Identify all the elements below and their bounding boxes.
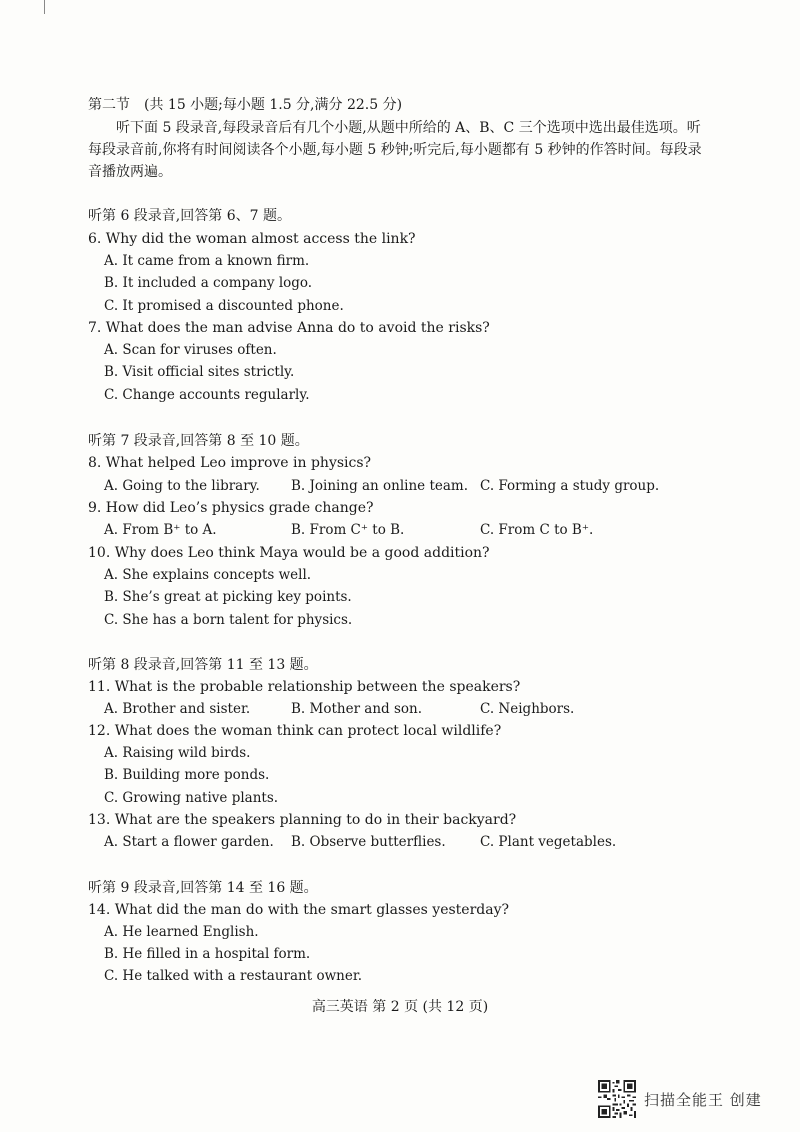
option-12b: B. Building more ponds.: [104, 767, 270, 783]
scan-edge-mark: [44, 0, 45, 14]
question-14: 14. What did the man do with the smart glasses yesterday?: [88, 902, 509, 918]
option-6c: C. It promised a discounted phone.: [104, 298, 344, 314]
option-6b: B. It included a company logo.: [104, 275, 313, 291]
option-11c: C. Neighbors.: [480, 701, 575, 717]
option-13c: C. Plant vegetables.: [480, 834, 617, 850]
section-instructions: 听下面 5 段录音,每段录音后有几个小题,从题中所给的 A、B、C 三个选项中选出最佳选项。听每段录音前,你将有时间阅读各个小题,每小题 5 秒钟;听完后,每小题都有 5 秒钟的作答时间。每段录音播放两遍。: [88, 120, 702, 180]
group-prompt-9: 听第 9 段录音,回答第 14 至 16 题。: [88, 880, 318, 896]
question-10: 10. Why does Leo think Maya would be a good addition?: [88, 545, 490, 561]
option-10c: C. She has a born talent for physics.: [104, 612, 353, 628]
option-13a: A. Start a flower garden.: [104, 834, 274, 850]
option-10a: A. She explains concepts well.: [104, 567, 312, 583]
option-8a: A. Going to the library.: [104, 478, 260, 494]
question-12: 12. What does the woman think can protect local wildlife?: [88, 723, 502, 739]
option-7b: B. Visit official sites strictly.: [104, 364, 295, 380]
option-12a: A. Raising wild birds.: [104, 745, 251, 761]
question-13: 13. What are the speakers planning to do in their backyard?: [88, 812, 517, 828]
option-11b: B. Mother and son.: [291, 701, 423, 717]
question-11: 11. What is the probable relationship between the speakers?: [88, 679, 521, 695]
option-9a: A. From B⁺ to A.: [104, 522, 217, 538]
question-6: 6. Why did the woman almost access the link?: [88, 231, 416, 247]
group-prompt-8: 听第 8 段录音,回答第 11 至 13 题。: [88, 657, 318, 673]
option-8c: C. Forming a study group.: [480, 478, 660, 494]
option-14a: A. He learned English.: [104, 924, 259, 940]
question-9: 9. How did Leo’s physics grade change?: [88, 500, 374, 516]
option-9b: B. From C⁺ to B.: [291, 522, 405, 538]
question-8: 8. What helped Leo improve in physics?: [88, 455, 372, 471]
option-14c: C. He talked with a restaurant owner.: [104, 968, 363, 984]
section-heading: 第二节 (共 15 小题;每小题 1.5 分,满分 22.5 分): [88, 97, 403, 113]
option-9c: C. From C to B⁺.: [480, 522, 594, 538]
qr-code-icon: [598, 1080, 636, 1118]
option-11a: A. Brother and sister.: [104, 701, 251, 717]
option-7a: A. Scan for viruses often.: [104, 342, 277, 358]
option-10b: B. She’s great at picking key points.: [104, 589, 352, 605]
group-prompt-7: 听第 7 段录音,回答第 8 至 10 题。: [88, 433, 309, 449]
option-12c: C. Growing native plants.: [104, 790, 279, 806]
question-7: 7. What does the man advise Anna do to avoid the risks?: [88, 320, 490, 336]
watermark-text: 扫描全能王 创建: [644, 1090, 762, 1109]
scanner-watermark: [598, 1080, 762, 1118]
group-prompt-6: 听第 6 段录音,回答第 6、7 题。: [88, 208, 291, 224]
option-8b: B. Joining an online team.: [291, 478, 469, 494]
page-footer: 高三英语 第 2 页 (共 12 页): [311, 999, 489, 1015]
option-14b: B. He filled in a hospital form.: [104, 946, 311, 962]
option-13b: B. Observe butterflies.: [291, 834, 446, 850]
option-7c: C. Change accounts regularly.: [104, 387, 310, 403]
option-6a: A. It came from a known firm.: [104, 253, 310, 269]
